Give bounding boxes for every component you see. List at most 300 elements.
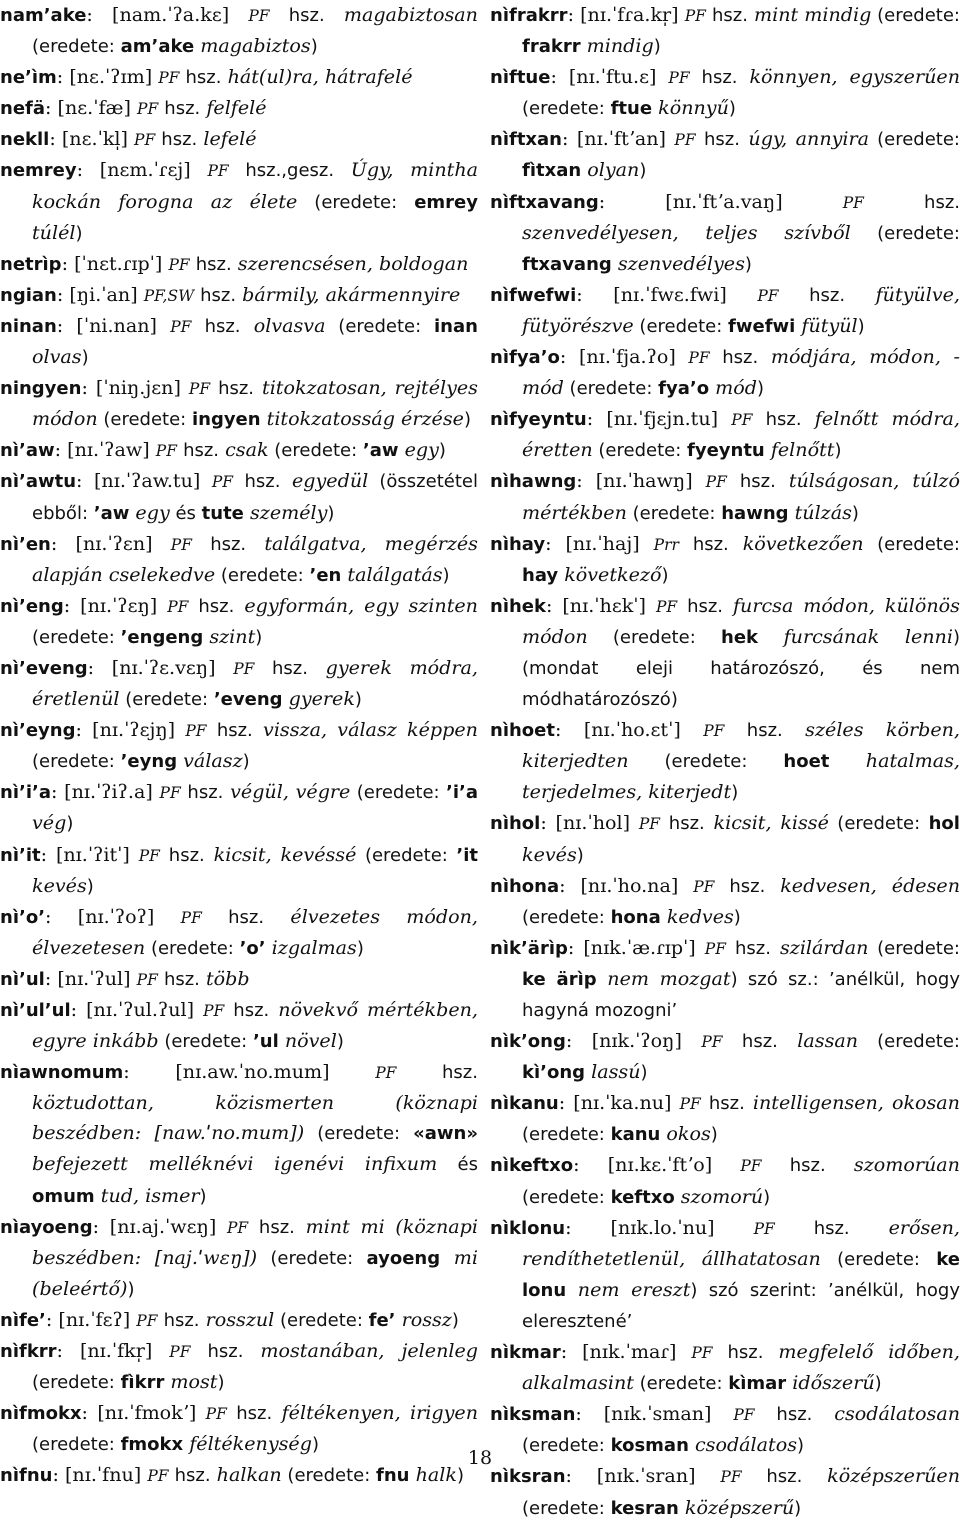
entry-source-tag: PF (691, 1344, 713, 1363)
etymology-gloss: kevés (32, 873, 87, 897)
entry-headword: ningyen (0, 378, 82, 400)
dictionary-entry: nemrey: [nɛm.ˈɾɛj] PF hsz.,gesz. Úgy, mintha kockán forogna az élete (eredete: emrey túlél) (0, 158, 478, 244)
dictionary-entry: nì’eng: [nɪ.ˈʔɛŋ] PF hsz. egyformán, egy szinten (eredete: ’engeng szint) (0, 593, 478, 648)
entry-text: (eredete: (257, 1247, 367, 1269)
entry-definition: rosszul (205, 1307, 275, 1331)
entry-part-of-speech: hsz. (741, 1031, 778, 1053)
entry-source-tag: PF (720, 1468, 742, 1487)
entry-headword: nemrey (0, 160, 77, 182)
entry-text: ) (75, 222, 83, 244)
entry-part-of-speech: hsz. (164, 98, 201, 120)
entry-headword: ngian (0, 284, 57, 306)
etymology-gloss: túlzás (788, 500, 852, 524)
entry-source-tag: PF (638, 815, 661, 834)
entry-pronunciation: [nɪ.ˈʔiʔ.a] (64, 780, 153, 804)
entry-source-tag: PF (701, 1033, 723, 1052)
entry-headword: nìk’ärìp (490, 937, 568, 959)
entry-text: ) (661, 564, 669, 586)
etymology-word: ke ärìp (522, 968, 597, 990)
entry-definition: furcsa módon, különös módon (522, 593, 960, 648)
etymology-word: hek (721, 626, 759, 648)
entry-text: ) (310, 36, 318, 58)
dictionary-entry: nìayoeng: [nɪ.aj.ˈwɛŋ] PF hsz. mint mi (köznapi beszédben: [naj.ˈwɛŋ]) (eredete: ayoeng mi (beleértő)) (0, 1214, 478, 1300)
dictionary-entry: ninan: [ˈni.nan] PF hsz. olvasva (eredete: inan olvas) (0, 313, 478, 369)
entry-text: és (437, 1154, 478, 1176)
dictionary-entry: nìhek: [nɪ.ˈhɛkˈ] PF hsz. furcsa módon, különös módon (eredete: hek furcsának lenni) (mondat eleji határozószó, és nem módhatározószó) (490, 593, 960, 711)
entry-source-tag: PF (753, 1219, 775, 1238)
entry-part-of-speech: hsz. (216, 720, 253, 742)
etymology-gloss: szomorú (674, 1184, 764, 1208)
entry-text: (eredete: (592, 440, 687, 462)
entry-text: ) (756, 378, 765, 400)
entry-pronunciation: [nɪ.ˈftʼan] (576, 127, 666, 151)
entry-headword: nìhona (490, 875, 560, 897)
entry-text: (eredete: (32, 36, 121, 58)
entry-pronunciation: [nɪ.ˈʔɛjŋ] (92, 718, 176, 742)
entry-headword: nì’ul’ul (0, 1000, 71, 1021)
entry-source-tag: PF (137, 100, 159, 119)
etymology-gloss: olyan (581, 158, 640, 182)
entry-headword: nì’en (0, 533, 51, 555)
dictionary-entry: nì’aw: [nɪ.ˈʔaw] PF hsz. csak (eredete: ’aw egy) (0, 438, 446, 462)
entry-pronunciation: [nɪ.ˈʔɛŋ] (80, 593, 158, 617)
dictionary-entry: nì’it: [nɪ.ˈʔitˈ] PF hsz. kicsit, kevéssé (eredete: ’it kevés) (0, 842, 478, 897)
etymology-word: fìtxan (522, 160, 582, 182)
entry-text: ) (640, 1062, 648, 1084)
dictionary-entry: nì’eyng: [nɪ.ˈʔɛjŋ] PF hsz. vissza, válasz képpen (eredete: ’eyng válasz) (0, 718, 478, 773)
entry-source-tag: PF (205, 1405, 227, 1424)
entry-pronunciation: [nɪk.ˈmaɾ] (582, 1340, 677, 1364)
dictionary-entry: nìkmar: [nɪk.ˈmaɾ] PF hsz. megfelelő időben, alkalmasint (eredete: kìmar időszerű) (490, 1340, 960, 1395)
entry-definition: kicsit, kevéssé (213, 842, 357, 866)
entry-definition: úgy, annyira (748, 127, 870, 151)
entry-headword: nìfmokx (0, 1403, 82, 1425)
entry-definition: titokzatosan, rejtélyes módon (32, 376, 478, 431)
entry-text: (eredete: (850, 222, 960, 244)
entry-headword: nìawnomum (0, 1062, 124, 1084)
entry-part-of-speech: hsz. (704, 129, 740, 151)
entry-pronunciation: [nɪ.ˈfkr̩] (79, 1339, 153, 1363)
entry-source-tag: Prr (653, 535, 679, 554)
entry-source-tag: PF (703, 722, 725, 741)
entry-pronunciation: [nɛ.ˈkl̩] (61, 127, 128, 151)
entry-text: ) (576, 844, 584, 866)
entry-source-tag: PF (227, 1218, 249, 1237)
entry-part-of-speech: hsz. (668, 813, 705, 835)
entry-source-tag: PF,SW (143, 286, 194, 305)
entry-text: ) (217, 1372, 225, 1394)
entry-headword: nì’ul (0, 968, 45, 990)
entry-pronunciation: [nɪ.ˈfnu] (64, 1463, 142, 1487)
dictionary-entry: nìftue: [nɪ.ˈftu.ɛ] PF hsz. könnyen, egyszerűen (eredete: ftue könnyű) (490, 65, 960, 120)
entry-pronunciation: [nɪ.ˈhɛkˈ] (562, 593, 646, 617)
dictionary-entry: nìftxavang: [nɪ.ˈftʼa.vaŋ] PF hsz. szenvedélyesen, teljes szívből (eredete: ftxavang szenvedélyes) (490, 189, 960, 275)
etymology-word: fya’o (658, 378, 710, 400)
entry-source-tag: PF (134, 131, 156, 150)
etymology-word: hol (928, 813, 960, 835)
entry-headword: nìhoet (490, 720, 555, 742)
entry-text: (eredete: (869, 129, 960, 151)
entry-text: (eredete: (145, 937, 240, 959)
entry-pronunciation: [nɪ.aj.ˈwɛŋ] (109, 1214, 217, 1238)
dictionary-entry: nìfwefwi: [nɪ.ˈfwɛ.fwi] PF hsz. fütyülve, fütyörészve (eredete: fwefwi fütyül) (490, 282, 960, 337)
entry-text: ) (255, 626, 263, 648)
entry-definition: fütyülve, fütyörészve (522, 282, 960, 337)
etymology-word: ingyen (191, 409, 261, 431)
entry-source-tag: PF (655, 597, 678, 616)
dictionary-entry: nìkeftxo: [nɪ.kɛ.ˈftʼo] PF hsz. szomorúan (eredete: keftxo szomorú) (490, 1153, 960, 1208)
dictionary-entry: nìhona: [nɪ.ˈho.na] PF hsz. kedvesen, édesen (eredete: hona kedves) (490, 873, 960, 928)
entry-source-tag: PF (167, 597, 189, 616)
entry-pronunciation: [nɪ.ˈʔitˈ] (55, 842, 130, 866)
entry-definition: végül, végre (230, 780, 351, 804)
dictionary-entry: nìhay: [nɪ.ˈhaj] Prr hsz. következően (eredete: hay következő) (490, 531, 960, 586)
entry-pronunciation: [nɪ.ˈfjɛjn.tu] (606, 407, 719, 431)
entry-text: (eredete: (587, 626, 722, 648)
entry-pronunciation: [nɪ.ˈʔul] (57, 966, 131, 990)
entry-pronunciation: [nɪ.ˈfja.ʔo] (578, 345, 676, 369)
entry-definition: lefelé (203, 127, 257, 151)
entry-definition: féltékenyen, irigyen (281, 1401, 478, 1425)
entry-definition: bármily, akármennyire (242, 282, 461, 306)
dictionary-entry: nìklonu: [nɪk.lo.ˈnu] PF hsz. erősen, rendíthetetlenül, állhatatosan (eredete: ke lonu nem ereszt) szó szerint: ’anélkül, hogy eleresztené’ (490, 1215, 960, 1332)
entry-source-tag: PF (155, 442, 177, 461)
entry-headword: nìkmar (490, 1342, 561, 1364)
entry-definition: felnőtt módra, éretten (522, 407, 960, 462)
entry-pronunciation: [nɪk.ˈsran] (596, 1464, 696, 1488)
entry-definition: középszerűen (827, 1464, 960, 1488)
entry-text: ) (710, 1124, 718, 1146)
entry-part-of-speech: hsz. (442, 1062, 478, 1084)
entry-text: (eredete: (325, 315, 435, 337)
entry-text: ) (451, 1309, 459, 1331)
entry-source-tag: PF (233, 659, 255, 678)
entry-pronunciation: [nɪ.ˈʔul.ʔul] (86, 998, 195, 1021)
etymology-gloss: rossz (395, 1307, 452, 1331)
entry-headword: nìksran (490, 1466, 566, 1488)
etymology-word: ’engeng (120, 626, 204, 648)
entry-definition: hát(ul)ra, hátrafelé (227, 65, 413, 89)
entry-pronunciation: [nɪ.aw.ˈno.mum] (175, 1060, 330, 1084)
entry-headword: nìkanu (490, 1093, 559, 1115)
entry-part-of-speech: hsz. (163, 968, 200, 990)
entry-source-tag: PF (704, 939, 726, 958)
entry-source-tag: PF (248, 7, 270, 25)
entry-source-tag: PF (159, 784, 181, 803)
dictionary-entry: nekll: [nɛ.ˈkl̩] PF hsz. lefelé (0, 127, 257, 151)
entry-text: (eredete: (281, 1465, 377, 1487)
etymology-word: fyeyntu (687, 440, 765, 462)
entry-headword: nìfya’o (490, 347, 560, 369)
entry-text: (eredete: (97, 409, 192, 431)
entry-headword: nìhawng (490, 471, 577, 493)
entry-source-tag: PF (375, 1064, 397, 1083)
etymology-gloss: okos (660, 1122, 711, 1146)
entry-source-tag: PF (185, 722, 207, 741)
entry-headword: nì’eveng (0, 657, 88, 679)
entry-part-of-speech: hsz. (272, 657, 308, 679)
entry-text: ) (127, 1278, 135, 1300)
entry-headword: nì’i’a (0, 782, 51, 804)
entry-source-tag: PF (138, 846, 160, 865)
entry-text: ) (639, 160, 647, 182)
entry-pronunciation: [nɪ.ˈhol] (555, 811, 631, 835)
entry-part-of-speech: hsz. (701, 67, 738, 89)
entry-definition: növekvő mértékben, egyre inkább (32, 998, 478, 1053)
entry-text: ) (354, 689, 362, 711)
entry-text: (összetétel ebből: (32, 471, 478, 524)
entry-headword: netrìp (0, 253, 62, 275)
entry-text: (eredete: (563, 378, 659, 400)
etymology-word: fnu (376, 1465, 410, 1487)
entry-text: (eredete: (32, 626, 121, 648)
etymology-gloss: időszerű (786, 1371, 875, 1395)
entry-pronunciation: [nɪ.ˈhaj] (565, 531, 640, 555)
entry-part-of-speech: hsz. (722, 347, 759, 369)
etymology-gloss: most (164, 1370, 218, 1394)
etymology-word: ’eveng (213, 689, 283, 711)
etymology-gloss: mi (beleértő) (32, 1245, 478, 1300)
etymology-word: ’it (456, 844, 478, 866)
entry-definition: kicsit, kissé (713, 811, 829, 835)
entry-part-of-speech: hsz. (258, 1216, 295, 1238)
entry-headword: nìftxavang (490, 191, 599, 213)
etymology-word: kosman (610, 1435, 689, 1457)
entry-part-of-speech: hsz. (210, 533, 247, 555)
dictionary-entry: nìfya’o: [nɪ.ˈfja.ʔo] PF hsz. módjára, módon, -mód (eredete: fya’o mód) (490, 345, 960, 400)
etymology-word: ke lonu (522, 1248, 960, 1301)
entry-pronunciation: [nɪ.ˈfɾa.kr̩] (580, 3, 679, 26)
entry-definition: következően (742, 531, 864, 555)
entry-text: (eredete: (522, 98, 611, 120)
entry-part-of-speech: hsz.,gesz. (245, 160, 335, 182)
entry-pronunciation: [nɪk.ˈʔoŋ] (591, 1029, 682, 1053)
etymology-word: inan (434, 315, 478, 337)
entry-text: ) (327, 502, 335, 524)
etymology-gloss: könnyű (652, 96, 729, 120)
entry-headword: nì’o’ (0, 906, 46, 928)
entry-definition: kedvesen, édesen (780, 873, 960, 897)
etymology-gloss: hatalmas, terjedelmes, kiterjedt (522, 749, 960, 804)
right-column (490, 0, 960, 1524)
entry-headword: nìayoeng (0, 1216, 93, 1238)
etymology-word: fwefwi (728, 315, 796, 337)
entry-text: (eredete: (350, 782, 446, 804)
entry-headword: nìftue (490, 67, 551, 89)
etymology-gloss: találgatás (341, 562, 443, 586)
dictionary-entry: ningyen: [ˈniŋ.jɛn] PF hsz. titokzatosan, rejtélyes módon (eredete: ingyen titokzatosság érzése) (0, 376, 478, 431)
entry-text: ) szó szerint: ’anélkül, hogy eleresztené’ (522, 1279, 960, 1332)
entry-part-of-speech: hsz. (161, 129, 198, 151)
entry-source-tag: PF (180, 908, 202, 927)
entry-pronunciation: [nam.ˈʔa.kɛ] (112, 3, 230, 26)
entry-part-of-speech: hsz. (168, 844, 205, 866)
etymology-gloss: fütyül (795, 313, 858, 337)
entry-text: ) (463, 409, 471, 431)
entry-definition: lassan (797, 1029, 859, 1053)
etymology-word: «awn» (413, 1123, 478, 1145)
dictionary-entry: nìhawng: [nɪ.ˈhawŋ] PF hsz. túlságosan, túlzó mértékben (eredete: hawng túlzás) (490, 469, 960, 524)
entry-text: ) (874, 1373, 882, 1395)
entry-part-of-speech: hsz. (200, 284, 237, 306)
entry-source-tag: PF (757, 286, 779, 305)
entry-text: ) (653, 36, 661, 58)
entry-text: ) (311, 1434, 319, 1456)
etymology-word: ’en (309, 564, 342, 586)
entry-headword: nìfyeyntu (490, 409, 587, 431)
entry-source-tag: PF (684, 7, 706, 25)
dictionary-entry: nefä: [nɛ.ˈfæ] PF hsz. felfelé (0, 96, 267, 120)
entry-definition: több (205, 966, 250, 990)
entry-pronunciation: [nɪ.ˈʔaw.tu] (93, 469, 201, 493)
entry-headword: nìhay (490, 533, 546, 555)
entry-part-of-speech: hsz. (789, 1155, 826, 1177)
entry-headword: nìksman (490, 1404, 576, 1426)
etymology-gloss: magabiztos (194, 34, 311, 58)
etymology-word: ’aw (362, 440, 399, 462)
entry-definition: találgatva, megérzés alapján cselekedve (32, 531, 478, 586)
entry-definition: szomorúan (853, 1153, 960, 1177)
dictionary-entry: nìftxan: [nɪ.ˈftʼan] PF hsz. úgy, annyira (eredete: fìtxan olyan) (490, 127, 960, 182)
entry-text: ) (86, 875, 94, 897)
etymology-word: hona (610, 906, 661, 928)
entry-source-tag: PF (674, 131, 696, 150)
entry-source-tag: PF (170, 535, 192, 554)
entry-part-of-speech: hsz. (233, 1000, 270, 1021)
entry-definition: csodálatosan (834, 1402, 960, 1426)
entry-source-tag: PF (679, 1095, 701, 1114)
entry-definition: felfelé (206, 96, 267, 120)
entry-part-of-speech: hsz. (228, 906, 265, 928)
etymology-word: keftxo (610, 1186, 675, 1208)
entry-text: (eredete: (304, 1123, 414, 1145)
entry-text: (eredete: (119, 689, 214, 711)
entry-source-tag: PF (147, 1467, 169, 1486)
entry-source-tag: PF (733, 1406, 755, 1425)
etymology-gloss: befejezett melléknévi igenévi infixum (32, 1152, 438, 1176)
entry-text: (eredete: (274, 1309, 369, 1331)
entry-part-of-speech: hsz. (163, 1309, 200, 1331)
entry-definition: intelligensen, okosan (752, 1091, 960, 1115)
dictionary-entry: nìksran: [nɪk.ˈsran] PF hsz. középszerűen (eredete: kesran középszerű) (490, 1464, 960, 1519)
dictionary-entry: nìawnomum: [nɪ.aw.ˈno.mum] PF hsz. köztudottan, közismerten (köznapi beszédben: [naw.ˈno.mum]) (eredete: «awn» befejezett melléknévi igenévi infixum és omum tud, ismer) (0, 1060, 478, 1207)
entry-pronunciation: [nɛm.ˈɾɛj] (99, 158, 191, 182)
entry-headword: nìfnu (0, 1465, 53, 1487)
entry-text: ) (857, 315, 865, 337)
entry-text: (eredete: (32, 1434, 121, 1456)
entry-text: (eredete: (158, 1031, 253, 1053)
entry-pronunciation: [nɪ.ˈftʼa.vaŋ] (665, 189, 783, 213)
entry-definition: mint mi (köznapi beszédben: [naj.ˈwɛŋ]) (32, 1214, 478, 1269)
entry-text: (eredete: (820, 1248, 937, 1270)
dictionary-entry: nìfkrr: [nɪ.ˈfkr̩] PF hsz. mostanában, jelenleg (eredete: fìkrr most) (0, 1339, 479, 1394)
dictionary-entry: nam’ake: [nam.ˈʔa.kɛ] PF hsz. magabiztosan (eredete: am’ake magabiztos) (0, 3, 478, 58)
entry-headword: nì’eng (0, 595, 64, 617)
entry-pronunciation: [nɛ.ˈʔɪm] (69, 65, 153, 89)
entry-text: ) (456, 1465, 464, 1487)
entry-pronunciation: [nɪ.ˈftu.ɛ] (568, 65, 657, 89)
entry-pronunciation: [nɪk.ˈsman] (603, 1402, 712, 1426)
entry-definition: egyedül (291, 469, 369, 493)
entry-text: (eredete: (633, 315, 729, 337)
entry-source-tag: PF (207, 162, 229, 181)
entry-headword: ne’ìm (0, 67, 57, 89)
etymology-word: ’o’ (239, 937, 266, 959)
entry-text: ) (733, 906, 741, 928)
etymology-gloss: mindig (580, 34, 654, 58)
entry-headword: ninan (0, 315, 57, 337)
entry-part-of-speech: hsz. (739, 471, 776, 493)
etymology-gloss: egy (398, 438, 439, 462)
entry-part-of-speech: hsz. (708, 1093, 745, 1115)
etymology-gloss: nem mozgat (596, 966, 731, 990)
etymology-gloss: kevés (522, 842, 577, 866)
entry-headword: nìklonu (490, 1217, 566, 1239)
etymology-gloss: gyerek (282, 687, 355, 711)
entry-definition: egyformán, egy szinten (244, 593, 478, 617)
etymology-word: kìmar (728, 1373, 787, 1395)
entry-source-tag: PF (169, 1343, 191, 1362)
entry-pronunciation: [ˈni.nan] (76, 313, 157, 337)
entry-headword: nì’eyng (0, 720, 76, 742)
etymology-word: hay (522, 564, 559, 586)
etymology-gloss: felnőtt (764, 438, 835, 462)
entry-headword: nìhek (490, 595, 546, 617)
entry-text: (eredete: (32, 751, 121, 773)
entry-definition: mint mindig (754, 3, 872, 26)
entry-definition: szerencsésen, boldogan (237, 251, 469, 275)
entry-pronunciation: [ˈnɛt.ɾɪpˈ] (74, 251, 163, 275)
entry-text: ) (763, 1186, 771, 1208)
entry-pronunciation: [ŋi.ˈan] (69, 282, 138, 306)
entry-pronunciation: [nɪ.ˈka.nu] (573, 1091, 672, 1115)
entry-pronunciation: [nɪ.ˈho.ɛtˈ] (583, 718, 681, 742)
entry-headword: nìfkrr (0, 1341, 57, 1363)
entry-pronunciation: [nɪ.ˈʔaw] (67, 438, 150, 462)
dictionary-entry: nìk’ong: [nɪk.ˈʔoŋ] PF hsz. lassan (eredete: kì’ong lassú) (490, 1029, 960, 1084)
etymology-gloss: furcsának lenni (758, 624, 953, 648)
entry-definition: vissza, válasz képpen (263, 718, 478, 742)
dictionary-entry: ne’ìm: [nɛ.ˈʔɪm] PF hsz. hát(ul)ra, hátrafelé (0, 65, 413, 89)
entry-text: (eredete: (863, 533, 960, 555)
entry-pronunciation: [ˈniŋ.jɛn] (95, 376, 181, 400)
etymology-gloss: mód (709, 376, 757, 400)
entry-part-of-speech: hsz. (207, 1341, 244, 1363)
entry-source-tag: PF (668, 69, 690, 88)
etymology-gloss: egy (129, 500, 170, 524)
entry-source-tag: PF (211, 473, 234, 492)
entry-text: ) (731, 782, 739, 804)
dictionary-entry: nìksman: [nɪk.ˈsman] PF hsz. csodálatosan (eredete: kosman csodálatos) (490, 1402, 960, 1457)
entry-headword: nefä (0, 98, 45, 120)
etymology-word: kì’ong (522, 1062, 586, 1084)
entry-text: ) (442, 564, 450, 586)
entry-source-tag: PF (688, 349, 710, 368)
entry-text: (eredete: (356, 844, 457, 866)
entry-part-of-speech: hsz. (198, 595, 235, 617)
entry-text: ) (728, 98, 736, 120)
entry-source-tag: PF (705, 473, 727, 492)
entry-headword: nìfwefwi (490, 284, 577, 306)
etymology-word: hoet (783, 751, 830, 773)
entry-definition: halkan (216, 1463, 282, 1487)
etymology-gloss: tud, ismer (94, 1183, 200, 1207)
entry-text: (eredete: (628, 751, 784, 773)
entry-headword: nìfe’ (0, 1309, 46, 1331)
entry-part-of-speech: hsz. (692, 533, 729, 555)
entry-part-of-speech: hsz. (746, 720, 783, 742)
entry-part-of-speech: hsz. (766, 1466, 803, 1488)
